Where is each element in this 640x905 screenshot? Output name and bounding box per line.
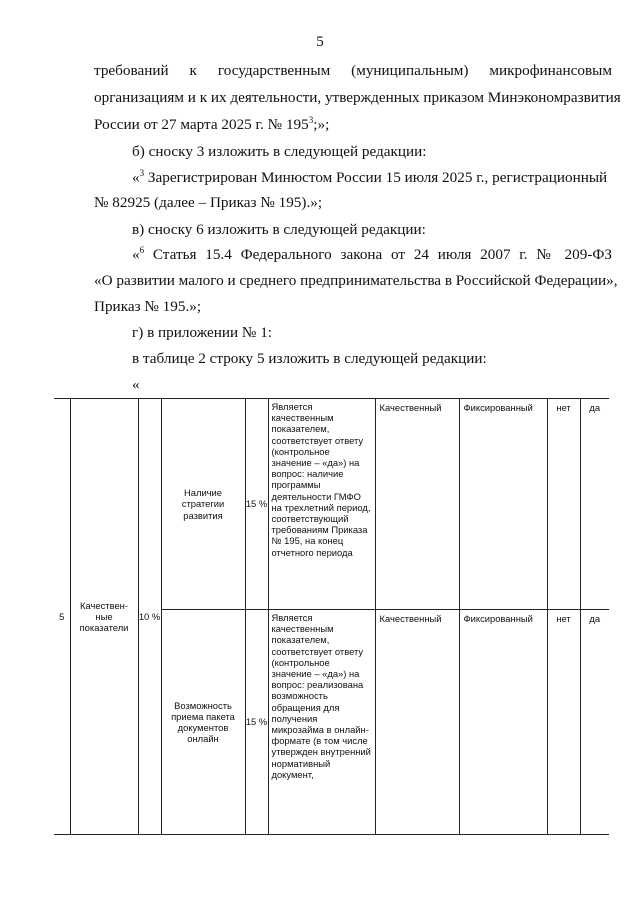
table-row [54, 399, 609, 610]
paragraph-line: б) сноску 3 изложить в следующей редакции: [132, 143, 427, 160]
value-no-cell: нет [547, 610, 580, 835]
indicator-description-cell: Является качественным показателем, соответствует ответу (контрольное значение – «да») на вопрос: наличие программы деятельности ГМФО на трехлетний период, соответствующий требованиям Приказа № 195, на конец отчетного периода [268, 399, 375, 610]
indicator-weight-cell: 15 % [245, 399, 268, 610]
footnote-ref: 3 [139, 167, 145, 178]
paragraph-line [132, 168, 607, 188]
paragraph-line [132, 245, 612, 265]
paragraph-line [94, 115, 329, 135]
indicator-type-cell: Качественный [375, 399, 459, 610]
indicator-name-cell: Наличие стратегии развития [161, 399, 245, 610]
value-yes-cell: да [580, 610, 609, 835]
quote-open: « [132, 169, 140, 186]
indicator-description-cell: Является качественным показателем, соответствует ответу (контрольное значение – «да») на вопрос: реализована возможность обращения для получения микрозайма в онлайн-формате (в том числе утвержден внутренний нормативный документ, [268, 610, 375, 835]
paragraph-line: организациям и к их деятельности, утвержденных приказом Минэкономразвития [94, 89, 621, 106]
group-name-cell: Качествен-ные показатели [70, 399, 138, 835]
text-run: России от 27 марта 2025 г. № 195 [94, 116, 309, 133]
text-run: ;»; [313, 116, 330, 133]
text-run: Зарегистрирован Минюстом России 15 июля 2025 г., регистрационный [144, 169, 608, 186]
paragraph-line: в таблице 2 строку 5 изложить в следующей редакции: [132, 350, 487, 367]
paragraph-line: Приказ № 195.»; [94, 298, 202, 315]
paragraph-line: «О развитии малого и среднего предпринимательства в Российской Федерации», [94, 272, 618, 289]
quote-open: « [132, 246, 140, 263]
paragraph-line: г) в приложении № 1: [132, 324, 273, 341]
footnote-ref: 3 [308, 114, 314, 125]
value-yes-cell: да [580, 399, 609, 610]
indicator-kind-cell: Фиксированный [459, 610, 547, 835]
paragraph-line: № 82925 (далее – Приказ № 195).»; [94, 194, 323, 211]
value-no-cell: нет [547, 399, 580, 610]
paragraph-line: в) сноску 6 изложить в следующей редакции: [132, 221, 426, 238]
group-weight-cell: 10 % [138, 399, 161, 835]
paragraph-line: « [132, 376, 140, 393]
page-number: 5 [316, 34, 324, 50]
text-run: Статья 15.4 Федерального закона от 24 июля 2007 г. № 209-ФЗ [144, 246, 612, 263]
indicator-name-cell: Возможность приема пакета документов онлайн [161, 610, 245, 835]
paragraph-line: требований к государственным (муниципальным) микрофинансовым [94, 62, 612, 79]
indicator-type-cell: Качественный [375, 610, 459, 835]
row-number-cell: 5 [54, 399, 70, 835]
footnote-ref: 6 [139, 244, 145, 255]
indicators-table [54, 398, 609, 835]
indicator-weight-cell: 15 % [245, 610, 268, 835]
indicator-kind-cell: Фиксированный [459, 399, 547, 610]
